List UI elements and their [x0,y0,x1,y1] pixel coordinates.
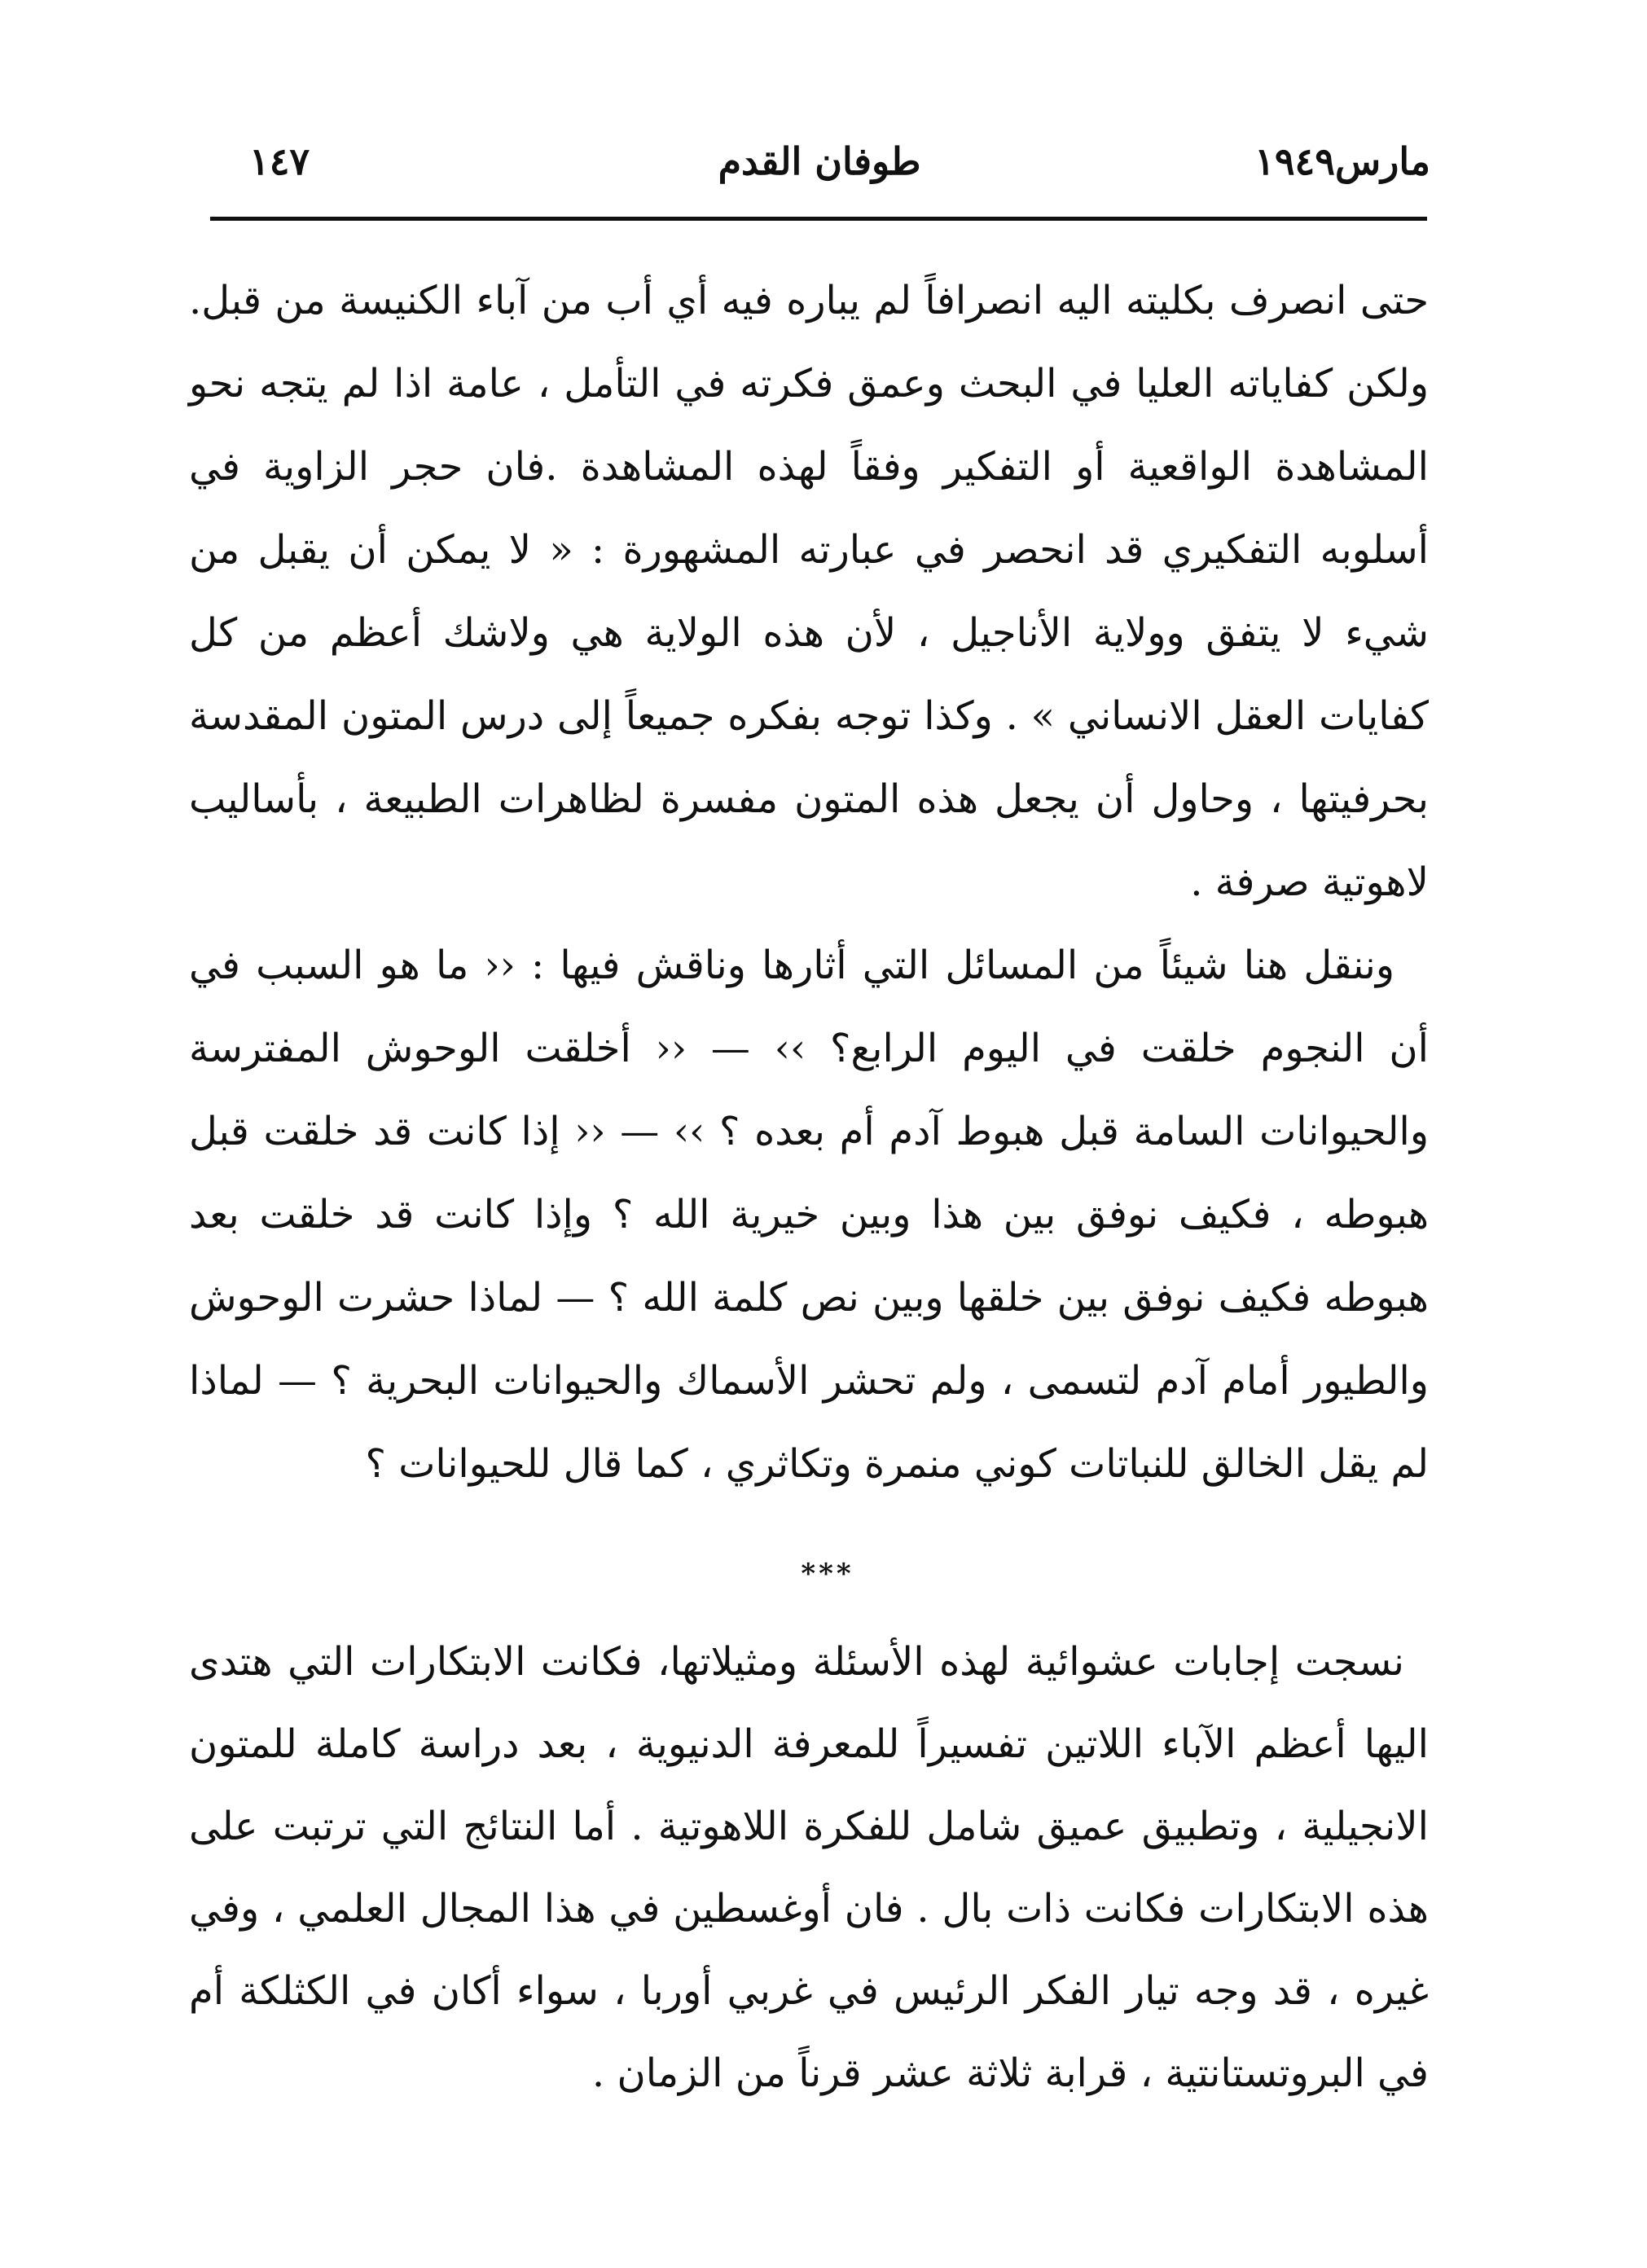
text-block-bottom [189,1621,1429,2115]
running-header [209,129,1430,194]
header-title: طوفان القدم [718,139,921,183]
paragraph: وننقل هنا شيئاً من المسائل التي أثارها وناقش فيها : ‹‹ ما هو السبب في أن النجوم خلقت في اليوم الرابع؟ ›› — ‹‹ أخلقت الوحوش المفترسة والحيوانات السامة قبل هبوط آدم أم بعده ؟ ›› — ‹‹ إذا كانت قد خلقت قبل هبوطه ، فكيف نوفق بين هذا وبين خيرية الله ؟ وإذا كانت قد خلقت بعد هبوطه فكيف نوفق بين خلقها وبين نص كلمة الله ؟ — لماذا حشرت الوحوش والطيور أمام آدم لتسمى ، ولم تحشر الأسماك والحيوانات البحرية ؟ — لماذا لم يقل الخالق للنباتات كوني منمرة وتكاثري ، كما قال للحيوانات ؟ [189,943,1429,1487]
paragraph: نسجت إجابات عشوائية لهذه الأسئلة ومثيلاتها، فكانت الابتكارات التي هتدى اليها أعظم الآباء اللاتين تفسيراً للمعرفة الدنيوية ، بعد دراسة كاملة للمتون الانجيلية ، وتطبيق عميق شامل للفكرة اللاهوتية . أما النتائج التي ترتبت على هذه الابتكارات فكانت ذات بال . فان أوغسطين في هذا المجال العلمي ، وفي غيره ، قد وجه تيار الفكر الرئيس في غربي أوربا ، سواء أكان في الكثلكة أم في البروتستانتية ، قرابة ثلاثة عشر قرناً من الزمان . [189,1639,1430,2096]
section-separator: *** [801,1558,854,1590]
header-date: مارس١٩٤٩ [1254,139,1430,183]
paragraph: حتى انصرف بكليته اليه انصرافاً لم يباره فيه أي أب من آباء الكنيسة من قبل. ولكن كفاياته العليا في البحث وعمق فكرته في التأمل ، عامة اذا لم يتجه نحو المشاهدة الواقعية أو التفكير وفقاً لهذه المشاهدة .فان حجر الزاوية في أسلوبه التفكيري قد انحصر في عبارته المشهورة : « لا يمكن أن يقبل من شيء لا يتفق وولاية الأناجيل ، لأن هذه الولاية هي ولاشك أعظم من كل كفايات العقل الانساني » . وكذا توجه بفكره جميعاً إلى درس المتون المقدسة بحرفيتها ، وحاول أن يجعل هذه المتون مفسرة لظاهرات الطبيعة ، بأساليب لاهوتية صرفة . [189,278,1430,905]
text-block-top [189,259,1429,1505]
page-number: ١٤٧ [249,139,310,183]
header-rule [210,217,1427,221]
